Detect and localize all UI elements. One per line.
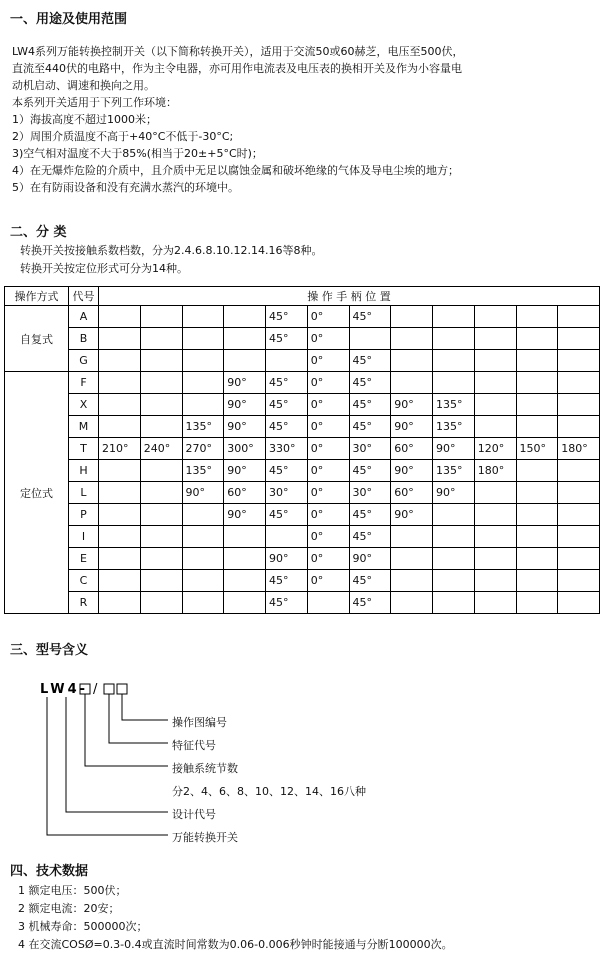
position-cell: 135°	[433, 394, 475, 416]
position-cell: 0°	[307, 548, 349, 570]
row-code: R	[69, 592, 99, 614]
position-cell: 60°	[391, 438, 433, 460]
header-positions: 操 作 手 柄 位 置	[99, 287, 600, 306]
position-cell: 30°	[349, 482, 391, 504]
position-cell: 45°	[349, 372, 391, 394]
position-cell: 150°	[516, 438, 558, 460]
position-cell: 45°	[266, 504, 308, 526]
position-cell: 30°	[266, 482, 308, 504]
position-cell: 45°	[266, 394, 308, 416]
s2-line: 转换开关按接触系数档数，分为2.4.6.8.10.12.14.16等8种。	[20, 244, 323, 257]
position-cell: 300°	[224, 438, 266, 460]
position-cell: 135°	[182, 416, 224, 438]
position-cell: 45°	[349, 416, 391, 438]
model-box-3	[117, 684, 127, 694]
position-cell: 330°	[266, 438, 308, 460]
s1-line: 4）在无爆炸危险的介质中，且介质中无足以腐蚀金属和破坏绝缘的气体及导电尘埃的地方；	[12, 164, 459, 177]
position-cell: 90°	[182, 482, 224, 504]
position-cell: 90°	[433, 482, 475, 504]
position-cell: 135°	[433, 416, 475, 438]
position-cell: 0°	[307, 350, 349, 372]
row-code: H	[69, 460, 99, 482]
position-cell: 45°	[349, 592, 391, 614]
s1-line: 3)空气相对温度不大于85%(相当于20±+5°C时)；	[12, 147, 263, 160]
row-code: E	[69, 548, 99, 570]
label-feature-code: 特征代号	[172, 739, 216, 752]
s1-line: 直流至440伏的电路中，作为主令电器，亦可用作电流表及电压表的换相开关及作为小容量电	[12, 62, 462, 75]
s1-line: 2）周围介质温度不高于+40°C不低于-30°C;	[12, 130, 234, 143]
s2-line: 转换开关按定位形式可分为14种。	[20, 262, 188, 275]
label-section-types: 分2、4、6、8、10、12、14、16八种	[172, 785, 366, 798]
position-cell: 0°	[307, 570, 349, 592]
position-cell: 45°	[266, 460, 308, 482]
position-cell: 135°	[182, 460, 224, 482]
label-contact-sections: 接触系统节数	[172, 762, 238, 775]
s4-line: 4 在交流COSØ=0.3-0.4或直流时间常数为0.06-0.006秒钟时能接通与分断100000次。	[18, 938, 453, 951]
position-cell: 90°	[224, 394, 266, 416]
position-cell: 45°	[266, 570, 308, 592]
row-code: T	[69, 438, 99, 460]
position-cell: 90°	[224, 416, 266, 438]
position-cell: 45°	[266, 592, 308, 614]
position-cell: 45°	[349, 306, 391, 328]
position-cell: 0°	[307, 460, 349, 482]
s4-line: 1 额定电压：500伏；	[18, 884, 127, 897]
position-cell: 45°	[349, 526, 391, 548]
position-cell: 0°	[307, 328, 349, 350]
position-cell: 45°	[349, 504, 391, 526]
row-code: F	[69, 372, 99, 394]
position-cell: 30°	[349, 438, 391, 460]
position-cell: 45°	[266, 306, 308, 328]
position-cell: 45°	[266, 372, 308, 394]
model-box-2	[104, 684, 114, 694]
section1-title: 一、用途及使用范围	[10, 12, 128, 27]
position-cell: 0°	[307, 372, 349, 394]
header-code: 代号	[69, 287, 99, 306]
s1-line: 动机启动、调速和换向之用。	[12, 79, 155, 92]
s1-line: LW4系列万能转换控制开关（以下简称转换开关），适用于交流50或60赫芝，电压至500伏，	[12, 45, 464, 58]
group-self-reset: 自复式	[5, 306, 69, 372]
section4-title: 四、技术数据	[10, 864, 89, 879]
position-cell: 270°	[182, 438, 224, 460]
position-cell: 0°	[307, 438, 349, 460]
row-code: P	[69, 504, 99, 526]
row-code: L	[69, 482, 99, 504]
position-cell: 90°	[391, 504, 433, 526]
position-cell: 45°	[349, 570, 391, 592]
group-fixed-position: 定位式	[5, 372, 69, 614]
position-cell: 0°	[307, 394, 349, 416]
model-code: LW4-	[40, 682, 89, 697]
position-cell: 210°	[99, 438, 141, 460]
position-cell: 180°	[558, 438, 600, 460]
row-code: X	[69, 394, 99, 416]
position-cell: 90°	[349, 548, 391, 570]
position-cell: 90°	[391, 460, 433, 482]
position-cell: 90°	[391, 416, 433, 438]
position-cell: 0°	[307, 504, 349, 526]
row-code: G	[69, 350, 99, 372]
position-cell: 45°	[349, 460, 391, 482]
position-cell: 135°	[433, 460, 475, 482]
s1-line: 1）海拔高度不超过1000米；	[12, 113, 157, 126]
position-cell: 90°	[391, 394, 433, 416]
position-cell: 45°	[349, 394, 391, 416]
row-code: B	[69, 328, 99, 350]
s4-line: 3 机械寿命：500000次；	[18, 920, 148, 933]
section3-title: 三、型号含义	[10, 643, 89, 658]
label-diagram-number: 操作图编号	[172, 716, 227, 729]
label-universal-switch: 万能转换开关	[172, 831, 238, 844]
position-cell: 60°	[224, 482, 266, 504]
s1-line: 5）在有防雨设备和没有充满水蒸汽的环境中。	[12, 181, 239, 194]
row-code: A	[69, 306, 99, 328]
position-cell: 240°	[140, 438, 182, 460]
position-cell: 180°	[474, 460, 516, 482]
row-code: M	[69, 416, 99, 438]
position-cell: 45°	[266, 416, 308, 438]
section2-title: 二、分 类	[10, 225, 67, 240]
label-design-code: 设计代号	[172, 808, 216, 821]
position-cell: 90°	[224, 460, 266, 482]
row-code: I	[69, 526, 99, 548]
position-cell: 90°	[224, 504, 266, 526]
position-cell: 0°	[307, 482, 349, 504]
position-cell: 60°	[391, 482, 433, 504]
position-cell: 90°	[433, 438, 475, 460]
position-cell: 0°	[307, 416, 349, 438]
s1-line: 本系列开关适用于下列工作环境：	[12, 96, 177, 109]
position-cell: 45°	[349, 350, 391, 372]
position-cell: 45°	[266, 328, 308, 350]
svg-text:/: /	[93, 682, 98, 697]
position-cell: 0°	[307, 306, 349, 328]
position-cell: 90°	[266, 548, 308, 570]
position-cell: 90°	[224, 372, 266, 394]
header-mode: 操作方式	[5, 287, 69, 306]
position-cell: 0°	[307, 526, 349, 548]
s4-line: 2 额定电流：20安；	[18, 902, 120, 915]
row-code: C	[69, 570, 99, 592]
position-cell: 120°	[474, 438, 516, 460]
